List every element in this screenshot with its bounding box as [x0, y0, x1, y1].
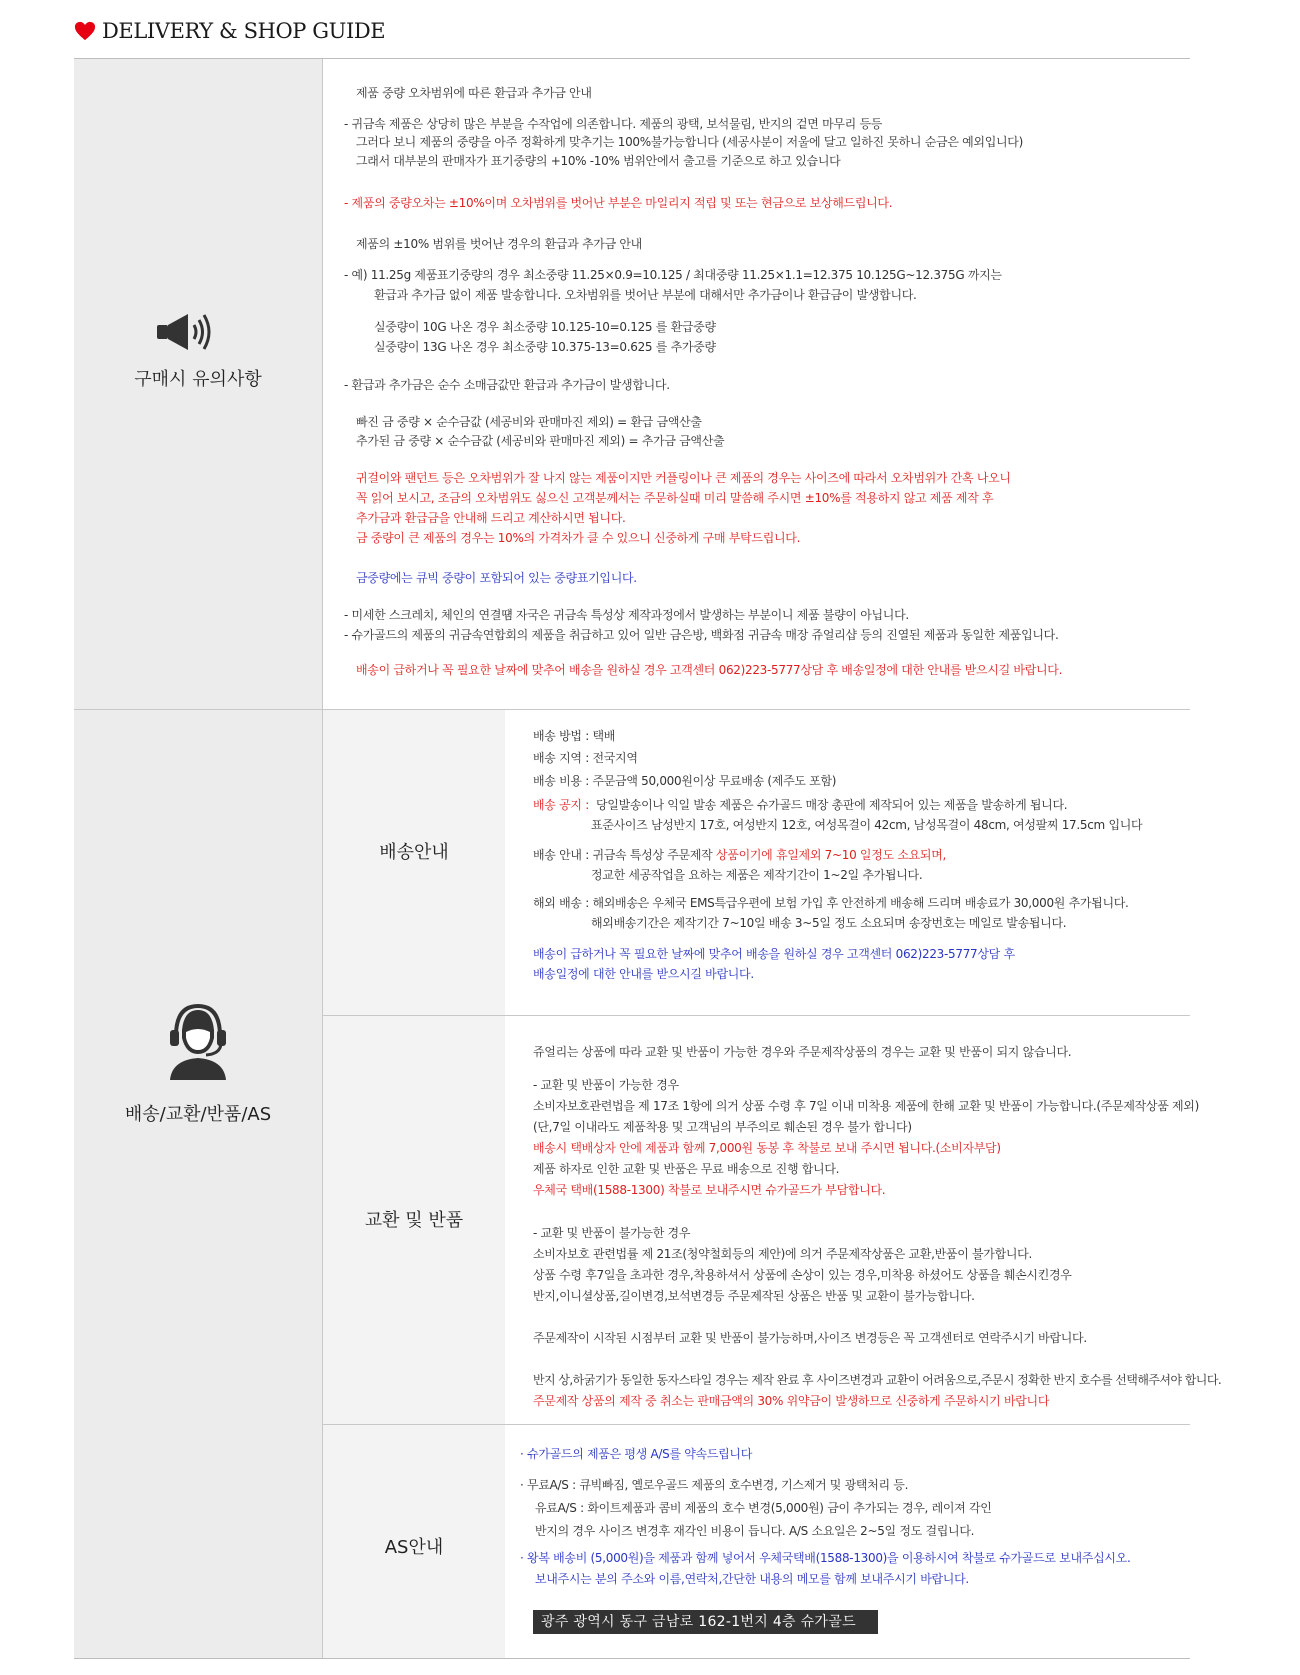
delivery-side [323, 710, 505, 1015]
notice-line-warning: 금 중량이 큰 제품의 경우는 10%의 가격차가 클 수 있으니 신중하게 구매 부탁드립니다. [356, 531, 801, 545]
exchange-heading: - 교환 및 반품이 불가능한 경우 [533, 1226, 691, 1240]
delivery-line: 배송 방법 : 택배 [533, 729, 616, 743]
page-header [74, 14, 385, 48]
notice-line: - 미세한 스크레치, 체인의 연결떔 자국은 귀금속 특성상 제작과정에서 발생하는 부분이니 제품 불량이 아닙니다. [344, 608, 909, 622]
delivery-line: 해외배송기간은 제작기간 7~10일 배송 3~5일 정도 소요되며 송장번호는 메일로 발송됩니다. [591, 916, 1067, 930]
delivery-line: 배송 비용 : 주문금액 50,000원이상 무료배송 (제주도 포함) [533, 774, 837, 788]
notice-line: 빠진 금 중량 × 순수금값 (세공비와 판매마진 제외) = 환급 금액산출 [356, 415, 702, 429]
delivery-line: 배송 안내 : 귀금속 특성상 주문제작 [533, 848, 713, 862]
notice-line: 환급과 추가금 없이 제품 발송합니다. 오차범위를 벗어난 부분에 대해서만 추가금이나 환급금이 발생합니다. [374, 288, 917, 302]
notice-line: - 귀금속 제품은 상당히 많은 부분을 수작업에 의존합니다. 제품의 광택, 보석물림, 반지의 겉면 마무리 등등 [344, 117, 883, 131]
notice-line: - 예) 11.25g 제품표기중량의 경우 최소중량 11.25×0.9=10.125 / 최대중량 11.25×1.1=12.375 10.125G~12.375G 까지는 [344, 268, 1002, 282]
megaphone-icon [154, 309, 218, 357]
exchange-line: 제품 하자로 인한 교환 및 반품은 무료 배송으로 진행 합니다. [533, 1162, 840, 1176]
exchange-line: 반지,이니셜상품,길이변경,보석변경등 주문제작된 상품은 반품 및 교환이 불가능합니다. [533, 1289, 975, 1303]
exchange-line-warning: 배송시 택배상자 안에 제품과 함께 7,000원 동봉 후 착불로 보내 주시면 됩니다.(소비자부담) [533, 1141, 1001, 1155]
delivery-line-info: 배송일정에 대한 안내를 받으시길 바랍니다. [533, 967, 754, 981]
service-side-panel [74, 710, 323, 1658]
exchange-line: 상품 수령 후7일을 초과한 경우,착용하셔서 상품에 손상이 있는 경우,미착용 하셨어도 상품을 훼손시킨경우 [533, 1268, 1072, 1282]
section-label-notice: 구매시 유의사항 [134, 369, 262, 390]
as-line: 반지의 경우 사이즈 변경후 재각인 비용이 듭니다. A/S 소요일은 2~5일 정도 걸립니다. [535, 1524, 975, 1538]
delivery-line: 배송 지역 : 전국지역 [533, 751, 638, 765]
as-line: · 무료A/S : 큐빅빠짐, 옐로우골드 제품의 호수변경, 기스제거 및 광택처리 등. [520, 1478, 909, 1492]
notice-line: - 환급과 추가금은 순수 소매금값만 환급과 추가금이 발생합니다. [344, 378, 670, 392]
notice-line: 실중량이 10G 나온 경우 최소중량 10.125-10=0.125 를 환급중량 [374, 320, 716, 334]
exchange-line: 주문제작이 시작된 시점부터 교환 및 반품이 불가능하며,사이즈 변경등은 꼭 고객센터로 연락주시기 바랍니다. [533, 1331, 1087, 1345]
notice-line-warning: - 제품의 중량오차는 ±10%이며 오차범위를 벗어난 부분은 마일리지 적립 및 또는 현금으로 보상해드립니다. [344, 196, 893, 210]
section-label-delivery: 배송안내 [379, 842, 449, 863]
notice-line: - 슈가골드의 제품의 귀금속연합회의 제품을 취급하고 있어 일반 금은방, 백화점 귀금속 매장 쥬얼리샵 등의 진열된 제품과 동일한 제품입니다. [344, 628, 1059, 642]
exchange-heading: - 교환 및 반품이 가능한 경우 [533, 1078, 679, 1092]
page-title: DELIVERY & SHOP GUIDE [102, 19, 386, 43]
notice-line: 추가된 금 중량 × 순수금값 (세공비와 판매마진 제외) = 추가금 금액산출 [356, 434, 725, 448]
as-line-info: · 왕복 배송비 (5,000원)을 제품과 함께 넣어서 우체국택배(1588-1300)을 이용하시여 착불로 슈가골드로 보내주십시오. [520, 1551, 1131, 1565]
section-label-as: AS안내 [384, 1537, 444, 1558]
heart-icon [74, 20, 96, 42]
as-line-info: · 슈가골드의 제품은 평생 A/S를 약속드립니다 [520, 1447, 753, 1461]
delivery-line: 해외 배송 : 해외배송은 우체국 EMS특급우편에 보험 가입 후 안전하게 배송해 드리며 배송료가 30,000원 추가됩니다. [533, 896, 1129, 910]
store-address: 광주 광역시 동구 금남로 162-1번지 4층 슈가골드 [533, 1610, 878, 1634]
delivery-notice-label: 배송 공지 : [533, 798, 589, 812]
as-line: 유료A/S : 화이트제품과 콤비 제품의 호수 변경(5,000원) 금이 추가되는 경우, 레이져 각인 [535, 1501, 992, 1515]
divider [74, 1658, 1190, 1659]
exchange-line: (단,7일 이내라도 제품착용 및 고객님의 부주의로 훼손된 경우 불가 합니다) [533, 1120, 912, 1134]
exchange-line: 소비자보호관련법을 제 17조 1항에 의거 상품 수령 후 7일 이내 미착용 제품에 한해 교환 및 반품이 가능합니다.(주문제작상품 제외) [533, 1099, 1199, 1113]
exchange-line: 반지 상,하굵기가 동일한 동자스타일 경우는 제작 완료 후 사이즈변경과 교환이 어려움으로,주문시 정확한 반지 호수를 선택해주셔야 합니다. [533, 1373, 1222, 1387]
delivery-line-warning: 상품이기에 휴일제외 7~10 일정도 소요되며, [716, 848, 947, 862]
delivery-line: 당일발송이나 익일 발송 제품은 슈가골드 매장 총판에 제작되어 있는 제품을 발송하게 됩니다. [596, 798, 1068, 812]
exchange-line: 소비자보호 관련법률 제 21조(청약철회등의 제안)에 의거 주문제작상품은 교환,반품이 불가합니다. [533, 1247, 1032, 1261]
notice-side-panel [74, 59, 323, 710]
notice-line-warning: 추가금과 환급금을 안내해 드리고 계산하시면 됩니다. [356, 511, 626, 525]
section-label-exchange: 교환 및 반품 [364, 1210, 464, 1231]
notice-line-warning: 귀걸이와 팬던트 등은 오차범위가 잘 나지 않는 제품이지만 커플링이나 큰 제품의 경우는 사이즈에 따라서 오차범위가 간혹 나오니 [356, 471, 1011, 485]
notice-heading: 제품의 ±10% 범위를 벗어난 경우의 환급과 추가금 안내 [356, 237, 642, 251]
exchange-side [323, 1016, 505, 1424]
delivery-line: 정교한 세공작업을 요하는 제품은 제작기간이 1~2일 추가됩니다. [591, 868, 923, 882]
headset-agent-icon [164, 1000, 232, 1080]
notice-line-warning: 배송이 급하거나 꼭 필요한 날짜에 맞추어 배송을 원하실 경우 고객센터 062)223-5777상담 후 배송일정에 대한 안내를 받으시길 바랍니다. [356, 663, 1063, 677]
notice-heading: 제품 중량 오차범위에 따른 환급과 추가금 안내 [356, 86, 592, 100]
exchange-line-warning: 주문제작 상품의 제작 중 취소는 판매금액의 30% 위약금이 발생하므로 신중하게 주문하시기 바랍니다 [533, 1394, 1050, 1408]
notice-line: 그래서 대부분의 판매자가 표기중량의 +10% -10% 범위안에서 출고를 기준으로 하고 있습니다 [356, 154, 841, 168]
exchange-line: 쥬얼리는 상품에 따라 교환 및 반품이 가능한 경우와 주문제작상품의 경우는 교환 및 반품이 되지 않습니다. [533, 1045, 1072, 1059]
as-line-info: 보내주시는 분의 주소와 이름,연락처,간단한 내용의 메모를 함께 보내주시기 바랍니다. [535, 1572, 969, 1586]
notice-line-warning: 꼭 읽어 보시고, 조금의 오차범위도 싫으신 고객분께서는 주문하실때 미리 말씀해 주시면 ±10%를 적용하지 않고 제품 제작 후 [356, 491, 994, 505]
exchange-line-warning: 우체국 택배(1588-1300) 착불로 보내주시면 슈가골드가 부담합니다. [533, 1183, 886, 1197]
delivery-line: 표준사이즈 남성반지 17호, 여성반지 12호, 여성목걸이 42cm, 남성목걸이 48cm, 여성팔찌 17.5cm 입니다 [591, 818, 1143, 832]
notice-line: 실중량이 13G 나온 경우 최소중량 10.375-13=0.625 를 추가중량 [374, 340, 716, 354]
as-side [323, 1425, 505, 1658]
notice-line: 그러다 보니 제품의 중량을 아주 정확하게 맞추기는 100%불가능합니다 (세공사분이 저울에 달고 일하진 못하니 순금은 예외입니다) [356, 135, 1023, 149]
delivery-line-info: 배송이 급하거나 꼭 필요한 날짜에 맞추어 배송을 원하실 경우 고객센터 062)223-5777상담 후 [533, 947, 1015, 961]
notice-line-info: 금중량에는 큐빅 중량이 포함되어 있는 중량표기입니다. [356, 571, 637, 585]
section-label-service: 배송/교환/반품/AS [124, 1104, 272, 1125]
